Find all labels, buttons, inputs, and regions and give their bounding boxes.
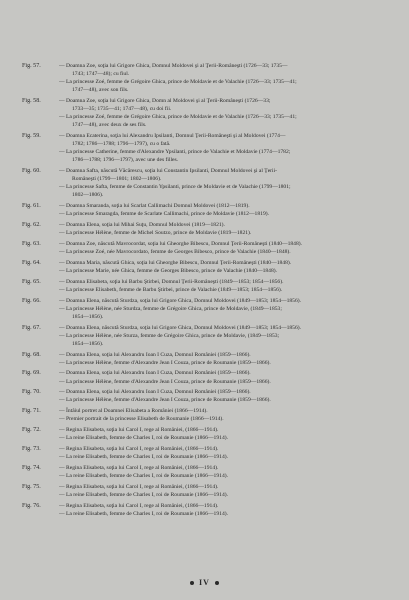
caption-line: 1786—1788; 1796—1797), avec une des filles. bbox=[72, 157, 179, 164]
figure-number: Fig. 61. bbox=[22, 203, 41, 210]
caption-line: 1854—1856). bbox=[72, 340, 104, 347]
caption-line: — Doamna Elena, soţia lui Alexandru Ioan I Cuza, Domnul României (1859—1866). bbox=[59, 389, 251, 396]
figure-number: Fig. 68. bbox=[22, 351, 41, 358]
figure-number: Fig. 62. bbox=[22, 222, 41, 229]
caption-line: — La princesse Smaragda, femme de Scarlate Callimachi, prince de Moldavie (1812—1819). bbox=[59, 211, 270, 218]
figure-number: Fig. 70. bbox=[22, 389, 41, 396]
figure-number: Fig. 66. bbox=[22, 297, 41, 304]
figure-caption bbox=[59, 483, 394, 499]
figure-entry bbox=[22, 445, 394, 461]
figure-caption bbox=[59, 278, 394, 294]
figure-caption bbox=[59, 464, 394, 480]
figure-entry bbox=[22, 502, 394, 518]
caption-line: — Doamna Zoe, soţia lui Grigore Ghica, Domn al Moldovei şi al Ţerii-Româneşti (1726—33; bbox=[59, 98, 271, 105]
bullet-right-icon bbox=[215, 581, 219, 585]
figure-number: Fig. 75. bbox=[22, 483, 41, 490]
figure-entry bbox=[22, 167, 394, 199]
figure-entry bbox=[22, 351, 394, 367]
figure-entry bbox=[22, 464, 394, 480]
figure-entry bbox=[22, 407, 394, 423]
figure-number: Fig. 60. bbox=[22, 168, 41, 175]
figure-caption bbox=[59, 62, 394, 94]
figure-number: Fig. 74. bbox=[22, 464, 41, 471]
caption-line: — La reine Elisabeth, femme de Charles I, roi de Roumanie (1866—1914). bbox=[59, 472, 229, 479]
caption-line: — Doamna Elisabeta, soţia lui Barbu Ştirbei, Domnul Ţerii-Româneşti (1849—1853; 1854—1856). bbox=[59, 278, 284, 285]
figure-caption bbox=[59, 388, 394, 404]
figure-entry bbox=[22, 240, 394, 256]
caption-line: — Regina Elisabeta, soţia lui Carol I, rege al României, (1866—1914). bbox=[59, 483, 219, 490]
caption-line: — Regina Elisabeta, soţia lui Carol I, rege al României, (1866—1914). bbox=[59, 427, 219, 434]
figure-entry bbox=[22, 483, 394, 499]
caption-line: — Doamna Elena, soţia lui Mihai Suţu, Domnul Moldovei (1819—1821). bbox=[59, 222, 225, 229]
figure-entry bbox=[22, 297, 394, 321]
figure-number: Fig. 71. bbox=[22, 408, 41, 415]
caption-line: — Doamna Zoe, soţia lui Grigore Ghica, Domnul Moldovei şi al Ţerii-Româneşti (1726—33; 1735— bbox=[59, 63, 288, 69]
figure-entry bbox=[22, 97, 394, 129]
caption-line: — La princesse Hélène, née Sturza, femme de Grégoire Ghica, prince de Moldavie, (1849—1853; bbox=[59, 332, 280, 339]
figure-caption bbox=[59, 297, 394, 321]
caption-line: — La reine Elisabeth, femme de Charles I, roi de Roumanie (1866—1914). bbox=[59, 491, 229, 498]
caption-line: — La reine Elisabeth, femme de Charles I, roi de Roumanie (1866—1914). bbox=[59, 435, 229, 442]
figure-caption bbox=[59, 445, 394, 461]
caption-line: — Doamna Elena, născută Sturdza, soţia lui Grigore Ghica, Domnul Moldovei (1849—1853; 1854—1856). bbox=[59, 297, 302, 304]
caption-line: — La princesse Catherine, femme d'Alexandre Ypsilanti, prince de Valachie et Moldavie (1774—1782; bbox=[59, 149, 291, 156]
figure-entry bbox=[22, 132, 394, 164]
figure-list bbox=[22, 62, 394, 520]
caption-line: — Doamna Elena, soţia lui Alexandru Ioan I Cuza, Domnul României (1859—1866). bbox=[59, 351, 251, 358]
figure-number: Fig. 73. bbox=[22, 445, 41, 452]
page-footer bbox=[0, 578, 409, 587]
figure-number: Fig. 69. bbox=[22, 370, 41, 377]
figure-caption bbox=[59, 426, 394, 442]
caption-line: 1747—48), avec deux de ses fils. bbox=[72, 122, 147, 129]
figure-caption bbox=[59, 221, 394, 237]
figure-caption bbox=[59, 240, 394, 256]
figure-entry bbox=[22, 259, 394, 275]
caption-line: — La princesse Hélène, femme d'Alexandre Jean I Couza, prince de Roumanie (1859—1866). bbox=[59, 378, 271, 385]
figure-caption bbox=[59, 324, 394, 348]
figure-entry bbox=[22, 202, 394, 218]
figure-caption bbox=[59, 407, 394, 423]
caption-line: 1782; 1786—1788; 1796—1797), cu o fată. bbox=[72, 141, 171, 148]
caption-line: 1743; 1747—48); cu fiul. bbox=[72, 71, 130, 78]
bullet-left-icon bbox=[190, 581, 194, 585]
caption-line: — Doamna Smaranda, soţia lui Scarlat Callimachi Domnul Moldovei (1812—1819). bbox=[59, 203, 250, 210]
figure-caption bbox=[59, 132, 394, 164]
caption-line: — La princesse Elisabeth, femme de Barbu Ştirbei, prince de Valachie (1849—1853; 1854—1856). bbox=[59, 286, 283, 293]
caption-line: — Regina Elisabeta, soţia lui Carol I, rege al României, (1866—1914). bbox=[59, 464, 219, 471]
caption-line: — La princesse Safta, femme de Constantin Ypsilanti, prince de Moldavie et de Valachie (1799—1801; bbox=[59, 184, 291, 191]
figure-entry bbox=[22, 388, 394, 404]
caption-line: — Doamna Safta, născută Văcărescu, soţia lui Constantin Ipsilanti, Domnul Moldovei şi al Ţerii- bbox=[59, 168, 278, 175]
figure-caption bbox=[59, 97, 394, 129]
caption-line: — Doamna Ecaterina, soţia lui Alexandru Ipsilanti, Domnul Ţerii-Româneşti şi al Moldovei (1774— bbox=[59, 133, 286, 140]
figure-caption bbox=[59, 351, 394, 367]
caption-line: — La princesse Hélène, femme de Michel Soutzo, prince de Moldavie (1819—1821). bbox=[59, 230, 252, 237]
figure-number: Fig. 64. bbox=[22, 259, 41, 266]
figure-caption bbox=[59, 369, 394, 385]
caption-line: — La princesse Hélène, femme d'Alexandre Jean I Couza, prince de Roumanie (1859—1866). bbox=[59, 397, 271, 404]
caption-line: — La princesse Marie, née Ghica, femme de Georges Bibesco, prince de Valachie (1840—1848). bbox=[59, 267, 278, 274]
caption-line: 1854—1856). bbox=[72, 313, 104, 320]
figure-number: Fig. 65. bbox=[22, 278, 41, 285]
caption-line: — La princesse Zoé, femme de Grégoire Ghica, prince de Moldavie et de Valachie (1726—33; 1735—41; bbox=[59, 114, 297, 121]
caption-line: — Doamna Elena, născută Sturdza, soţia lui Grigore Ghica, Domnul Moldovei (1849—1853; 1854—1856). bbox=[59, 324, 302, 331]
figure-entry bbox=[22, 369, 394, 385]
figure-caption bbox=[59, 167, 394, 199]
figure-number: Fig. 57. bbox=[22, 63, 41, 69]
caption-line: — La princesse Hélène, femme d'Alexandre Jean I Couza, prince de Roumanie (1859—1866). bbox=[59, 359, 271, 366]
caption-line: — Doamna Zoe, născută Mavrocordat, soţia lui Gheorghe Bibescu, Domnul Ţerii-Româneşti (1840—1848). bbox=[59, 241, 303, 247]
caption-line: — La princesse Hélène, née Sturdza, femme de Grégoire Ghica, prince de Moldavie, (1849—1853; bbox=[59, 305, 282, 312]
caption-line: — La reine Elisabeth, femme de Charles I, roi de Roumanie (1866—1914). bbox=[59, 454, 229, 461]
figure-number: Fig. 67. bbox=[22, 324, 41, 331]
figure-entry bbox=[22, 62, 394, 94]
caption-line: — La princesse Zoé, femme de Grégoire Ghica, prince de Moldavie et de Valachie (1726—33; 1735—41; bbox=[59, 79, 297, 86]
figure-caption bbox=[59, 202, 394, 218]
figure-number: Fig. 59. bbox=[22, 133, 41, 140]
figure-number: Fig. 58. bbox=[22, 98, 41, 105]
figure-number: Fig. 76. bbox=[22, 502, 41, 509]
figure-number: Fig. 72. bbox=[22, 427, 41, 434]
caption-line: — Doamna Elena, soţia lui Alexandru Ioan I Cuza, Domnul României (1859—1866). bbox=[59, 370, 251, 377]
figure-number: Fig. 63. bbox=[22, 241, 41, 247]
caption-line: — Întâiul portret al Doamnei Elisabeta a României (1866—1914). bbox=[59, 408, 208, 415]
caption-line: — La princesse Zoé, née Mavrocordato, femme de Georges Bibesco, prince de Valachie (1840—1848). bbox=[59, 249, 291, 256]
caption-line: — La reine Elisabeth, femme de Charles I, roi de Roumanie (1866—1914). bbox=[59, 510, 229, 517]
figure-caption bbox=[59, 259, 394, 275]
figure-caption bbox=[59, 502, 394, 518]
page-number: IV bbox=[199, 578, 210, 587]
caption-line: — Regina Elisabeta, soţia lui Carol I, rege al României, (1866—1914). bbox=[59, 445, 219, 452]
caption-line: — Premier portrait de la princesse Elisabeth de Roumanie (1866—1914). bbox=[59, 416, 224, 423]
figure-entry bbox=[22, 426, 394, 442]
caption-line: Româneşti (1799—1801; 1802—1806). bbox=[72, 176, 162, 183]
figure-entry bbox=[22, 278, 394, 294]
figure-entry bbox=[22, 324, 394, 348]
figure-entry bbox=[22, 221, 394, 237]
caption-line: 1747—48), avec son fils. bbox=[72, 87, 129, 94]
caption-line: 1802—1806). bbox=[72, 192, 104, 199]
caption-line: — Regina Elisabeta, soţia lui Carol I, rege al României, (1866—1914). bbox=[59, 502, 219, 509]
caption-line: — Doamna Maria, născută Ghica, soţia lui Gheorghe Bibescu, Domnul Ţerii-Româneşti (1840—1848). bbox=[59, 259, 292, 266]
caption-line: 1733—35; 1735—41; 1747—48), cu doi fii. bbox=[72, 106, 172, 113]
